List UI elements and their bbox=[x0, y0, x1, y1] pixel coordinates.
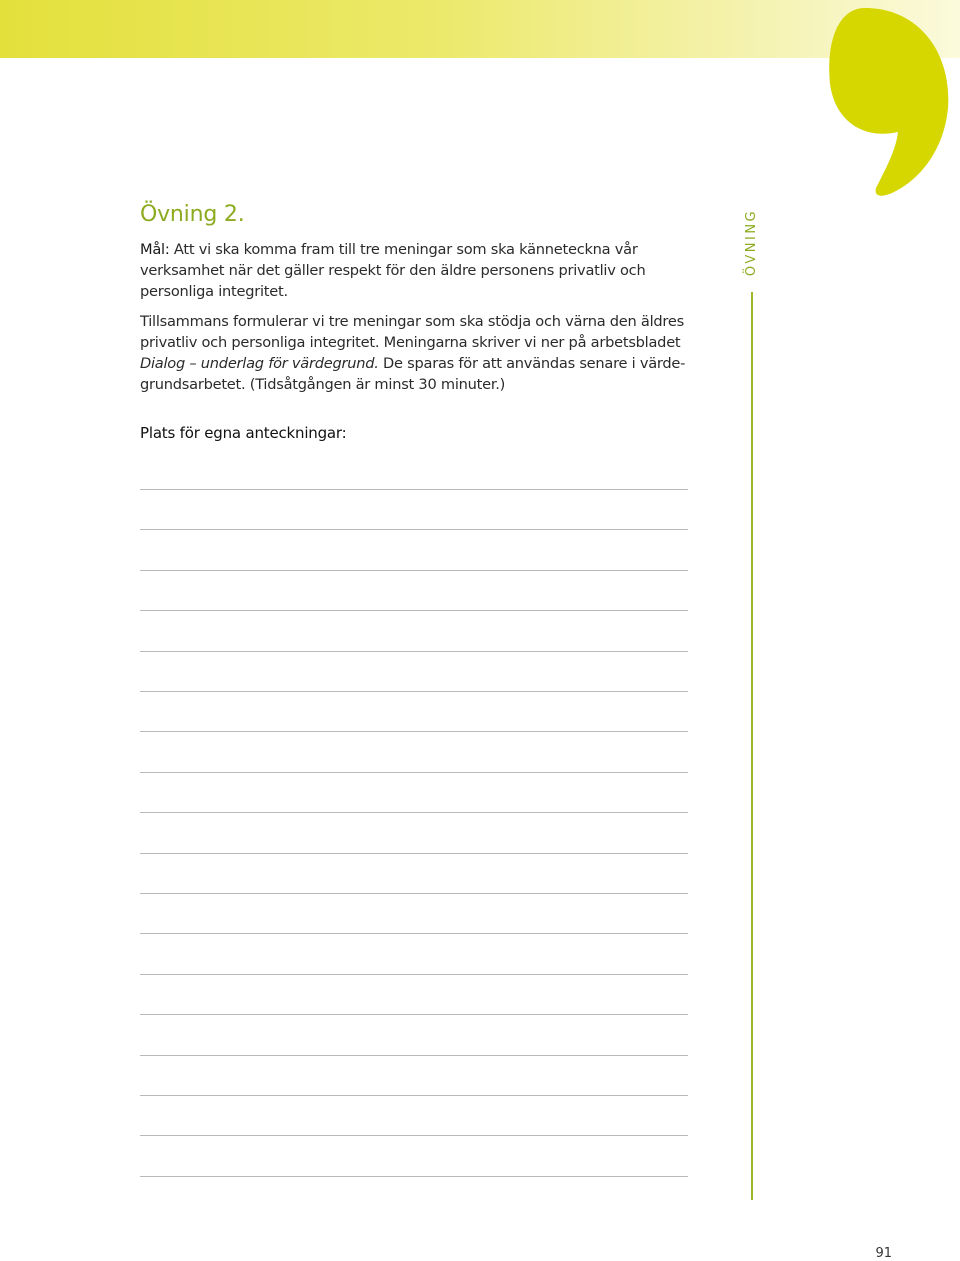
comma-shape bbox=[829, 8, 948, 196]
note-line bbox=[140, 1095, 688, 1096]
note-line bbox=[140, 853, 688, 854]
note-line bbox=[140, 651, 688, 652]
note-line bbox=[140, 529, 688, 530]
note-line bbox=[140, 1055, 688, 1056]
description-part2: De sparas för att användas senare i värde-grundsarbetet. (Tidsåtgången är minst 30 minuter.) bbox=[140, 355, 686, 393]
note-line bbox=[140, 570, 688, 571]
goal-text: Att vi ska komma fram till tre meningar som ska känneteckna vår verksamhet när det gäller respekt för den äldre personens privatliv och personliga integritet. bbox=[140, 241, 646, 300]
note-line bbox=[140, 772, 688, 773]
note-line bbox=[140, 731, 688, 732]
goal-label: Mål: bbox=[140, 241, 170, 258]
note-line bbox=[140, 974, 688, 975]
quotation-comma-icon bbox=[780, 0, 960, 205]
side-tab-label: ÖVNING bbox=[744, 208, 760, 276]
note-line bbox=[140, 691, 688, 692]
worksheet-title: Dialog – underlag för värdegrund. bbox=[140, 355, 379, 372]
notes-label: Plats för egna anteckningar: bbox=[140, 424, 347, 442]
side-tab-rule bbox=[751, 292, 753, 1200]
note-line bbox=[140, 1135, 688, 1136]
note-line bbox=[140, 933, 688, 934]
description-part1: Tillsammans formulerar vi tre meningar som ska stödja och värna den äldres privatliv och personliga integritet. Meningarna skriver vi ner på arbetsbladet bbox=[140, 313, 684, 351]
exercise-title: Övning 2. bbox=[140, 202, 245, 227]
note-line bbox=[140, 893, 688, 894]
note-line bbox=[140, 1176, 688, 1177]
note-line bbox=[140, 489, 688, 490]
page-number: 91 bbox=[875, 1246, 892, 1261]
note-line bbox=[140, 610, 688, 611]
note-line bbox=[140, 812, 688, 813]
notes-area[interactable] bbox=[140, 0, 688, 1261]
note-line bbox=[140, 1014, 688, 1015]
section-side-tab bbox=[741, 200, 763, 1200]
